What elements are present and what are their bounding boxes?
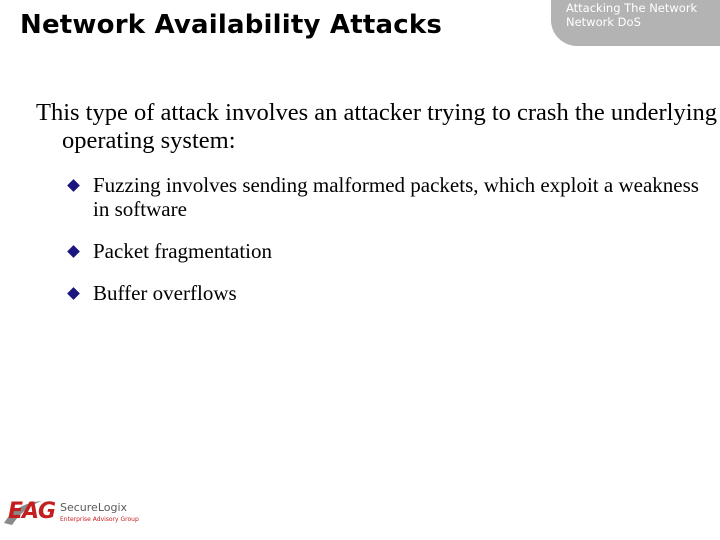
company-logo	[2, 497, 139, 531]
logo-tagline: Enterprise Advisory Group	[60, 516, 139, 523]
bullet-list	[68, 173, 708, 305]
intro-paragraph: This type of attack involves an attacker trying to crash the underlying operating system:	[36, 99, 718, 154]
bullet-text: Packet fragmentation	[93, 239, 273, 263]
logo-brand: SecureLogix	[60, 501, 128, 514]
list-item	[68, 239, 708, 263]
section-tab	[551, 0, 720, 46]
diamond-bullet-icon	[67, 287, 80, 300]
list-item	[68, 281, 708, 305]
slide-title: Network Availability Attacks	[20, 10, 443, 40]
logo-mark: EAG	[8, 499, 56, 524]
bullet-text: Buffer overflows	[93, 281, 237, 305]
section-title: Attacking The Network	[566, 1, 698, 15]
section-subtitle: Network DoS	[566, 15, 641, 29]
bullet-text: Fuzzing involves sending malformed packets, which exploit a weakness in software	[93, 173, 699, 221]
list-item	[68, 173, 708, 221]
diamond-bullet-icon	[67, 179, 80, 192]
diamond-bullet-icon	[67, 245, 80, 258]
